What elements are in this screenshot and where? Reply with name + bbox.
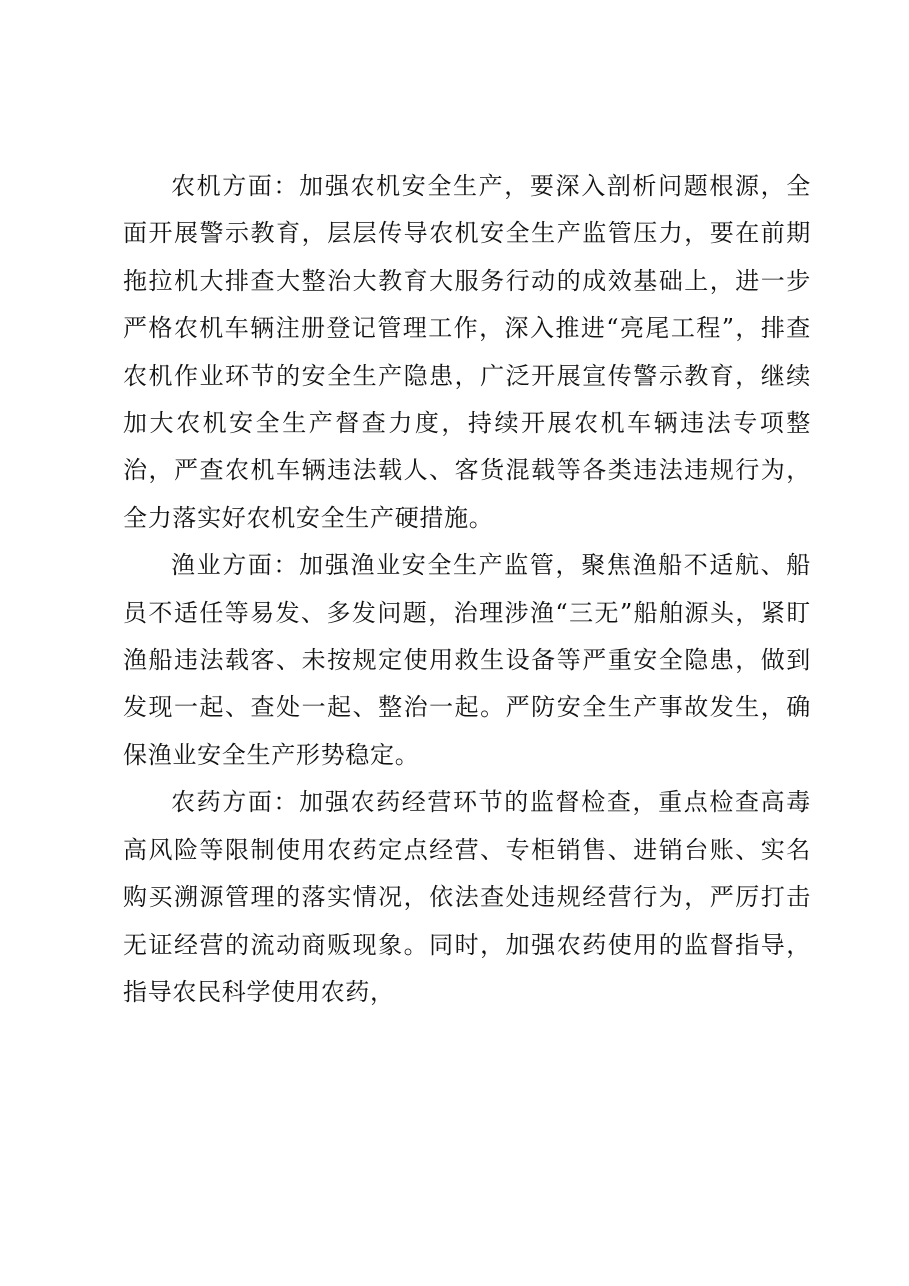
- paragraph-pesticide: 农药方面：加强农药经营环节的监督检查，重点检查高毒高风险等限制使用农药定点经营、专柜销售、进销台账、实名购买溯源管理的落实情况，依法查处违规经营行为，严厉打击无证经营的流动商贩现象。同时，加强农药使用的监督指导，指导农民科学使用农药，: [123, 788, 811, 1006]
- paragraph-fishery: 渔业方面：加强渔业安全生产监管，聚焦渔船不适航、船员不适任等易发、多发问题，治理涉渔“三无”船舶源头，紧盯渔船违法载客、未按规定使用救生设备等严重安全隐患，做到发现一起、查处一起、整治一起。严防安全生产事故发生，确保渔业安全生产形势稳定。: [123, 551, 811, 769]
- document-body: [123, 163, 811, 1016]
- paragraph-agricultural-machinery: 农机方面：加强农机安全生产，要深入剖析问题根源，全面开展警示教育，层层传导农机安全生产监管压力，要在前期拖拉机大排查大整治大教育大服务行动的成效基础上，进一步严格农机车辆注册登记管理工作，深入推进“亮尾工程”，排查农机作业环节的安全生产隐患，广泛开展宣传警示教育，继续加大农机安全生产督查力度，持续开展农机车辆违法专项整治，严查农机车辆违法载人、客货混载等各类违法违规行为，全力落实好农机安全生产硬措施。: [123, 172, 811, 532]
